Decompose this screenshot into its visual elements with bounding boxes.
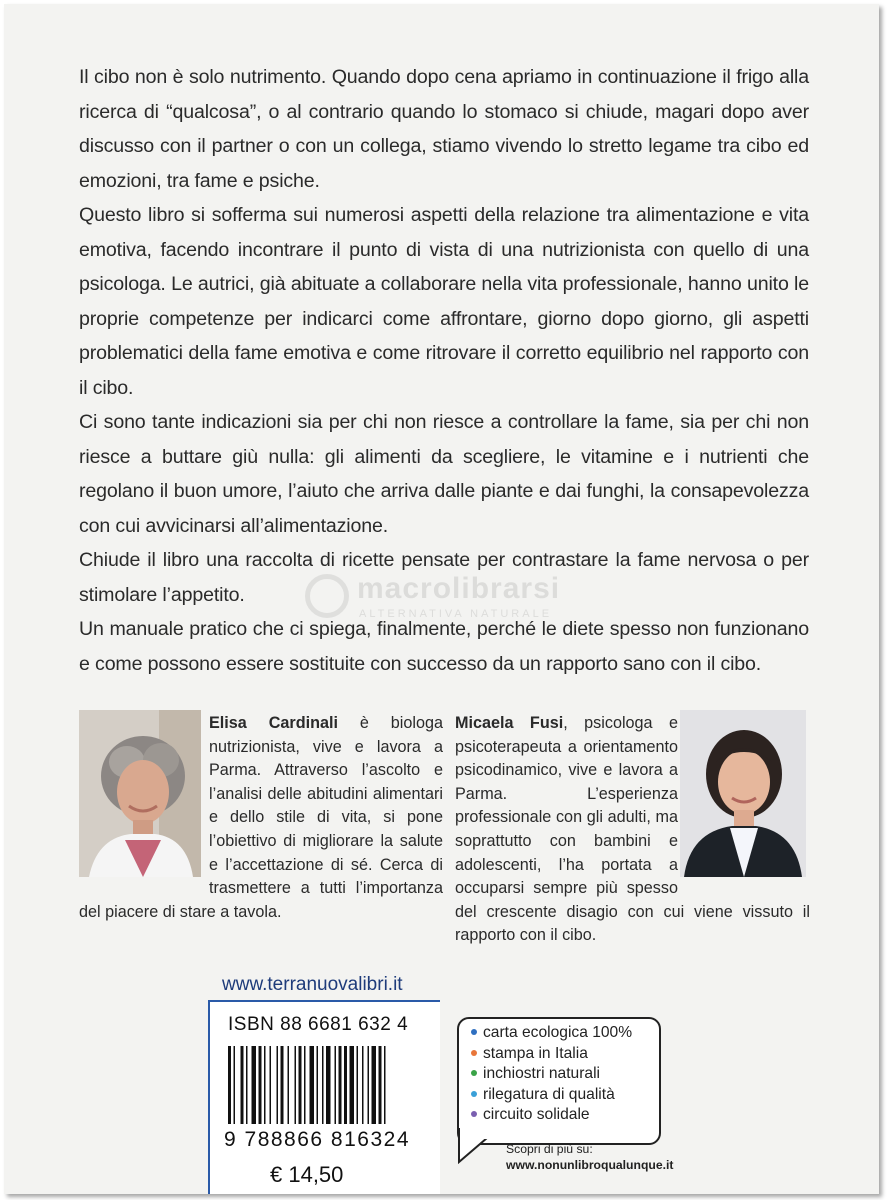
barcode-bar — [339, 1046, 342, 1124]
eco-features-list — [459, 1019, 659, 1126]
barcode-bar — [322, 1046, 324, 1124]
speech-bubble-tail-icon — [457, 1128, 493, 1164]
barcode-bar — [234, 1046, 236, 1124]
publisher-website[interactable]: www.terranuovalibri.it — [222, 974, 403, 995]
eco-more-label: Scopri di più su: — [506, 1142, 593, 1156]
barcode-bar — [304, 1046, 306, 1124]
barcode-bar — [299, 1046, 302, 1124]
barcode-bar — [295, 1046, 297, 1124]
cover-blurb — [79, 60, 809, 681]
bullet-dot-icon — [471, 1070, 477, 1076]
barcode-bar — [277, 1046, 279, 1124]
eco-feature-item — [471, 1085, 659, 1106]
barcode-graphic — [228, 1046, 428, 1124]
barcode-bar — [259, 1046, 262, 1124]
eco-feature-item — [471, 1064, 659, 1085]
author-bio-elisa — [79, 712, 443, 924]
barcode-bar — [246, 1046, 248, 1124]
barcode-bar — [241, 1046, 244, 1124]
eco-more-info — [506, 1141, 673, 1173]
eco-feature-label: stampa in Italia — [483, 1044, 588, 1062]
author-bio-micaela — [455, 712, 810, 948]
barcode-bar — [368, 1046, 370, 1124]
barcode-bar — [372, 1046, 377, 1124]
bullet-dot-icon — [471, 1091, 477, 1097]
bullet-dot-icon — [471, 1111, 477, 1117]
eco-feature-item — [471, 1044, 659, 1065]
eco-feature-label: carta ecologica 100% — [483, 1024, 633, 1041]
barcode-bar — [228, 1046, 231, 1124]
blurb-paragraph: Ci sono tante indicazioni sia per chi non riesce a controllare la fame, sia per chi non riesce a buttare giù nulla: gli alimenti da scegliere, le vitamine e i nutrienti che regolano il buon umore, l’aiuto che arriva dalle piante e dai funghi, la consapevolezza con cui avvicinarsi all’alimentazione. — [79, 411, 809, 537]
blurb-paragraph: Il cibo non è solo nutrimento. Quando dopo cena apriamo in continuazione il frigo alla ricerca di “qualcosa”, o al contrario quando lo stomaco si chiude, magari dopo aver discusso con il partner o con un collega, stiamo vivendo lo stretto legame tra cibo ed emozioni, tra fame e psiche. — [79, 66, 809, 192]
author-name: Micaela Fusi — [455, 714, 564, 732]
price: € 14,50 — [270, 1162, 344, 1187]
barcode-number: 9 788866 816324 — [224, 1128, 410, 1151]
barcode-panel — [208, 1000, 440, 1194]
eco-feature-label: inchiostri naturali — [483, 1065, 601, 1082]
barcode-bar — [350, 1046, 355, 1124]
eco-feature-label: circuito solidale — [483, 1106, 590, 1123]
barcode-bar — [317, 1046, 319, 1124]
barcode-bar — [326, 1046, 331, 1124]
barcode-bar — [288, 1046, 290, 1124]
blurb-paragraph: Un manuale pratico che ci spiega, finalmente, perché le diete spesso non funzionano e come possono essere sostituite con successo da un rapporto sano con il cibo. — [79, 618, 809, 675]
author-bio-text: è biologa nutrizionista, vive e lavora a Parma. Attraverso l’ascolto e l’analisi delle abitudini alimentari e dello stile di vita, si pone l’obiettivo di migliorare la salute e l’accettazione di sé. Cerca di trasmettere a tutti l’importanza del piacere di stare a tavola. — [79, 714, 443, 921]
eco-feature-item — [471, 1105, 659, 1126]
bullet-dot-icon — [471, 1029, 477, 1035]
isbn-label: ISBN 88 6681 632 4 — [228, 1014, 409, 1035]
eco-features-bubble — [457, 1017, 661, 1145]
barcode-bar — [335, 1046, 337, 1124]
barcode-bar — [384, 1046, 386, 1124]
eco-feature-item — [471, 1023, 659, 1044]
barcode-bar — [344, 1046, 347, 1124]
bullet-dot-icon — [471, 1050, 477, 1056]
blurb-paragraph: Questo libro si sofferma sui numerosi aspetti della relazione tra alimentazione e vita emotiva, facendo incontrare il punto di vista di una nutrizionista con quello di una psicologa. Le autrici, già abituate a collaborare nella vita professionale, hanno unito le proprie competenze per indicarci come affrontare, giorno dopo giorno, gli aspetti problematici della fame emotiva e come ritrovare il corretto equilibrio nel rapporto con il cibo. — [79, 204, 809, 399]
barcode-bar — [270, 1046, 272, 1124]
author-name: Elisa Cardinali — [209, 714, 338, 732]
eco-more-url[interactable]: www.nonunlibroqualunque.it — [506, 1158, 674, 1172]
barcode-bar — [362, 1046, 364, 1124]
barcode-bar — [310, 1046, 315, 1124]
barcode-bar — [252, 1046, 257, 1124]
barcode-bar — [357, 1046, 359, 1124]
author-bio-text: , psicologa e psicoterapeuta a orientamento psicodinamico, vive e lavora a Parma. L’esperienza professionale con gli adulti, ma soprattutto con bambini e adolescenti, l’ha portata a occuparsi sempre più spesso del crescente disagio con cui viene vissuto il rapporto con il cibo. — [455, 714, 810, 945]
barcode-bar — [281, 1046, 284, 1124]
barcode-bar — [264, 1046, 266, 1124]
blurb-paragraph: Chiude il libro una raccolta di ricette pensate per contrastare la fame nervosa o per stimolare l’appetito. — [79, 549, 809, 606]
barcode-bar — [379, 1046, 382, 1124]
eco-feature-label: rilegatura di qualità — [483, 1085, 615, 1103]
